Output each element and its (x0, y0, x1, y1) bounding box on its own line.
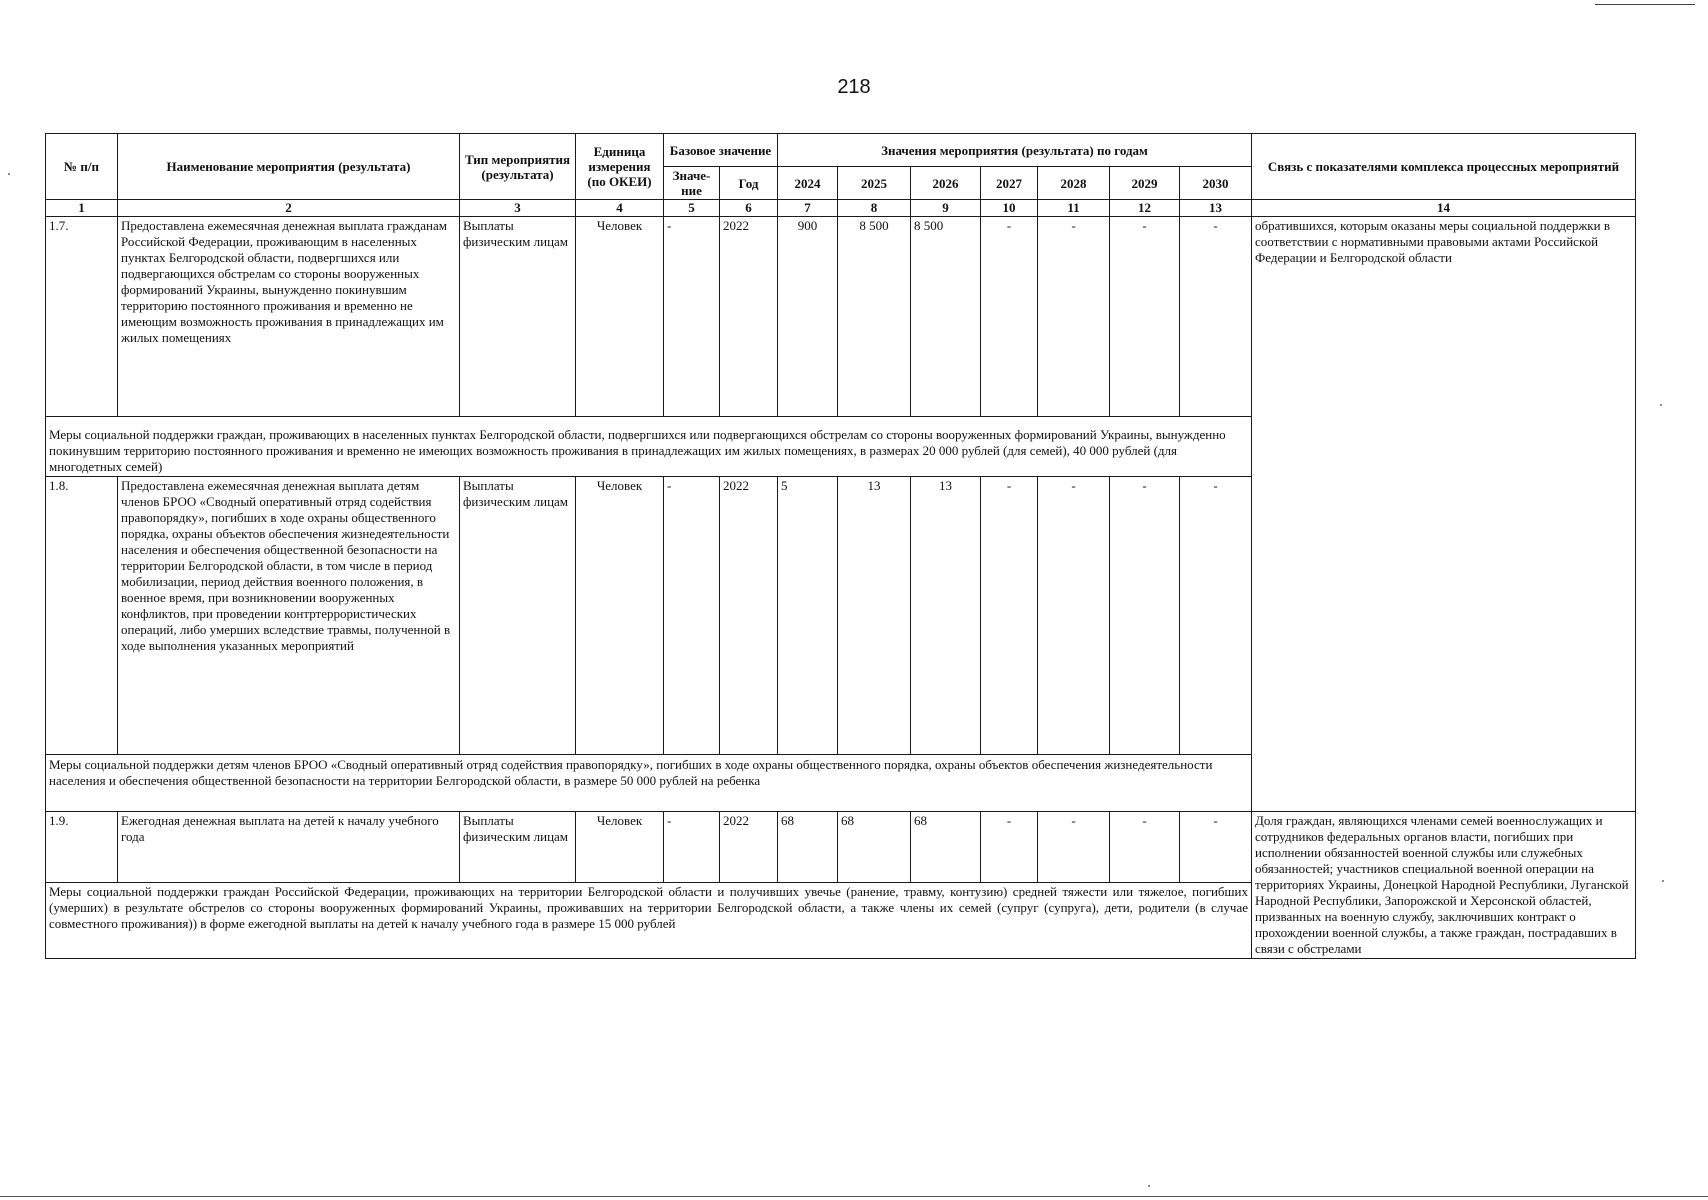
row-value-2026: 8 500 (911, 217, 981, 417)
row-value-2030: - (1180, 477, 1252, 755)
header-unit: Единица измерения (по ОКЕИ) (576, 134, 664, 200)
header-base-value: Значе-ние (664, 167, 720, 200)
row-base-value: - (664, 812, 720, 883)
row-value-2027: - (981, 812, 1038, 883)
row-name: Предоставлена ежемесячная денежная выплата гражданам Российской Федерации, проживающим в населенных пунктах Белгородской области, подвергшихся или подвергающихся обстрелам со стороны вооруженных формирований Украины, вынужденно покинувшим территорию постоянного проживания и временно не имеющим возможность проживания в принадлежащих им жилых помещениях (118, 217, 460, 417)
row-num: 1.7. (46, 217, 118, 417)
row-value-2028: - (1038, 217, 1110, 417)
header-name: Наименование мероприятия (результата) (118, 134, 460, 200)
row-base-year: 2022 (720, 217, 778, 417)
row-num: 1.8. (46, 477, 118, 755)
row-value-2029: - (1110, 217, 1180, 417)
col-number: 12 (1110, 200, 1180, 217)
row-value-2024: 900 (778, 217, 838, 417)
row-base-year: 2022 (720, 812, 778, 883)
header-values-by-years: Значения мероприятия (результата) по годам (778, 134, 1252, 167)
row-value-2025: 8 500 (838, 217, 911, 417)
col-number: 7 (778, 200, 838, 217)
scan-edge-line (1595, 4, 1695, 5)
row-type: Выплаты физическим лицам (460, 217, 576, 417)
link-indicator-1: обратившихся, которым оказаны меры социальной поддержки в соответствии с нормативными правовыми актами Российской Федерации и Белгородской области (1252, 217, 1636, 812)
header-year-2024: 2024 (778, 167, 838, 200)
row-value-2024: 68 (778, 812, 838, 883)
row-value-2024: 5 (778, 477, 838, 755)
row-value-2030: - (1180, 812, 1252, 883)
measures-text: Меры социальной поддержки граждан Российской Федерации, проживающих на территории Белгородской области и получивших увечье (ранение, травму, контузию) средней тяжести или тяжелое, погибших (умерших) в результате обстрелов со стороны вооруженных формирований Украины, проживавших на территории Белгородской области, а также члены их семей (супруг (супруга), дети, родители (в случае совместного проживания)) в форме ежегодной выплаты на детей к началу учебного года в размере 15 000 рублей (46, 883, 1252, 959)
link-indicator-2: Доля граждан, являющихся членами семей военнослужащих и сотрудников федеральных органов власти, погибших при исполнении обязанностей военной службы или служебных обязанностей; участников специальной военной операции на территориях Украины, Донецкой Народной Республики, Луганской Народной Республики, Запорожской и Херсонской областей, призванных на военную службу, заключивших контракт о прохождении военной службы, а также граждан, пострадавших в связи с обстрелами (1252, 812, 1636, 959)
row-value-2029: - (1110, 477, 1180, 755)
row-value-2026: 13 (911, 477, 981, 755)
row-value-2028: - (1038, 812, 1110, 883)
row-type: Выплаты физическим лицам (460, 477, 576, 755)
col-number: 6 (720, 200, 778, 217)
header-year-2025: 2025 (838, 167, 911, 200)
header-base-year: Год (720, 167, 778, 200)
row-base-value: - (664, 217, 720, 417)
row-base-value: - (664, 477, 720, 755)
scan-speck (1660, 404, 1662, 406)
col-number: 1 (46, 200, 118, 217)
row-value-2027: - (981, 477, 1038, 755)
row-value-2027: - (981, 217, 1038, 417)
measures-table (45, 133, 1636, 959)
table-row-1-7 (46, 217, 1636, 417)
table-row-1-9 (46, 812, 1636, 883)
header-year-2028: 2028 (1038, 167, 1110, 200)
col-number: 11 (1038, 200, 1110, 217)
row-type: Выплаты физическим лицам (460, 812, 576, 883)
col-number: 5 (664, 200, 720, 217)
header-link: Связь с показателями комплекса процессных мероприятий (1252, 134, 1636, 200)
measures-text: Меры социальной поддержки детям членов БРОО «Сводный оперативный отряд содействия правопорядку», погибших в ходе охраны общественного порядка, охраны объектов обеспечения жизнедеятельности населения и обеспечения общественной безопасности на территории Белгородской области, в размере 50 000 рублей на ребенка (46, 755, 1252, 812)
col-number: 14 (1252, 200, 1636, 217)
header-year-2027: 2027 (981, 167, 1038, 200)
row-value-2029: - (1110, 812, 1180, 883)
row-value-2025: 68 (838, 812, 911, 883)
row-value-2030: - (1180, 217, 1252, 417)
col-number: 3 (460, 200, 576, 217)
row-name: Предоставлена ежемесячная денежная выплата детям членов БРОО «Сводный оперативный отряд содействия правопорядку», погибших в ходе охраны общественного порядка, охраны объектов обеспечения жизнедеятельности населения и обеспечения общественной безопасности на территории Белгородской области, в том числе в период мобилизации, период действия военного положения, в военное время, при возникновении вооруженных конфликтов, при проведении контртеррористических операций, либо умерших вследствие травмы, полученной в ходе выполнения указанных мероприятий (118, 477, 460, 755)
col-number: 9 (911, 200, 981, 217)
scan-speck (1662, 880, 1664, 882)
page-number: 218 (837, 76, 871, 98)
col-number: 8 (838, 200, 911, 217)
row-unit: Человек (576, 477, 664, 755)
scan-edge-line (0, 1196, 1708, 1197)
header-row-1 (46, 134, 1636, 167)
scan-speck (1148, 1185, 1150, 1187)
col-number: 10 (981, 200, 1038, 217)
row-name: Ежегодная денежная выплата на детей к началу учебного года (118, 812, 460, 883)
header-base: Базовое значение (664, 134, 778, 167)
header-type: Тип мероприятия (результата) (460, 134, 576, 200)
row-value-2028: - (1038, 477, 1110, 755)
row-unit: Человек (576, 812, 664, 883)
col-number: 4 (576, 200, 664, 217)
header-year-2030: 2030 (1180, 167, 1252, 200)
row-num: 1.9. (46, 812, 118, 883)
header-year-2026: 2026 (911, 167, 981, 200)
header-year-2029: 2029 (1110, 167, 1180, 200)
col-number: 13 (1180, 200, 1252, 217)
row-base-year: 2022 (720, 477, 778, 755)
row-value-2026: 68 (911, 812, 981, 883)
scan-speck (8, 173, 10, 175)
measures-text: Меры социальной поддержки граждан, проживающих в населенных пунктах Белгородской области, подвергшихся или подвергающихся обстрелам со стороны вооруженных формирований Украины, вынужденно покинувшим территорию постоянного проживания и временно не имеющих возможность проживания в принадлежащих им жилых помещениях, в размерах 20 000 рублей (для семей), 40 000 рублей (для многодетных семей) (46, 417, 1252, 477)
column-numbers-row (46, 200, 1636, 217)
row-value-2025: 13 (838, 477, 911, 755)
col-number: 2 (118, 200, 460, 217)
header-num: № п/п (46, 134, 118, 200)
row-unit: Человек (576, 217, 664, 417)
